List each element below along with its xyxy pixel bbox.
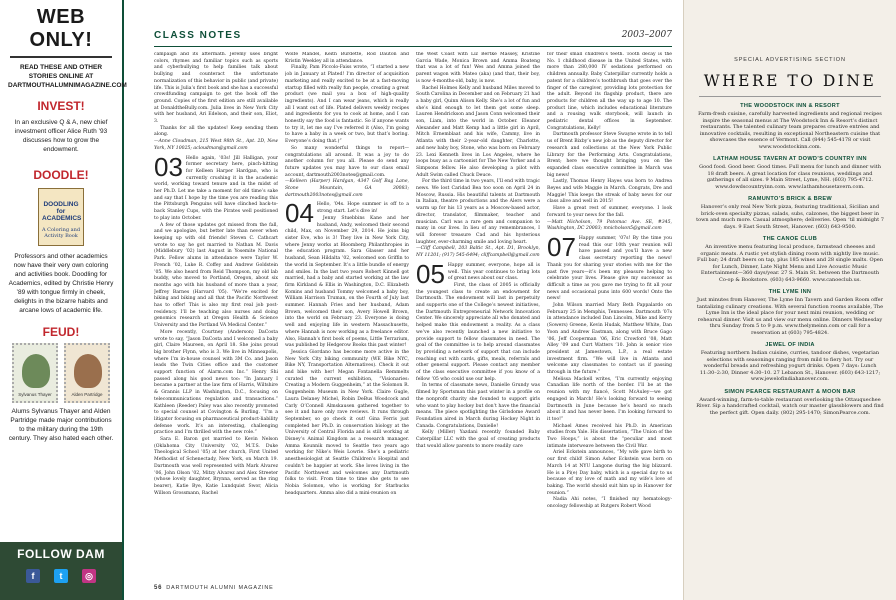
- page-number: 56: [154, 585, 163, 591]
- class-numeral-07: 07: [547, 231, 576, 262]
- magazine-name: DARTMOUTH ALUMNI MAGAZINE: [166, 585, 274, 591]
- class-numeral-04: 04: [285, 198, 314, 229]
- col4-paragraph: Ariel Eckstein announces, “My wife gave birth to our first child! Simon Asher Eckstein was born on March 14 at NYU Langone during the big blizzard. He is a Pi(e) Day baby, which is a special day to us because of my love of math and my wife’s love of baking. The world should suit him up in Hanover for reunion.”: [547, 450, 672, 496]
- notes-column-3: [416, 52, 540, 580]
- col1-paragraph: campaign and its aftermath. Jeremy uses bright colors, rhymes and familiar topics such as sports and cyberbullying to help families talk about bullying and counteract the unfortunate normalization of this behavior in public (and private) life. This is Julia’s first book and she has a successful crowdfunding campaign to get the book off the ground. Copies of the first edition are still available at DonaldtheBully.com. Julia lives in New York City with her husband, Ari Edelson, and their son, Eliot, 3.: [154, 52, 278, 125]
- col4-paragraph: for their small children’s teeth. Tooth decay is the No. 1 childhood disease in the United States, with more than 280,000 IV sedations performed on children annually. Baby Caterpillar currently holds a patent for a children’s toothbrush that goes over the finger of the caregiver, providing lots protection for the adult. Beyond its flagship product, there are products for children all the way up to age 10. The product line, which includes educational literature and a rousing walk storybook, will launch in pediatric dental offices in September. Congratulations, Kelly!: [547, 52, 672, 131]
- restaurant-entry[interactable]: [696, 236, 884, 283]
- col3-paragraph: First, the class of 2005 is officially the youngest class to create an endowment for Dartmouth. The endowment will last in perpetuity and supports one of the College’s newest initiatives, the Dartmouth Entrepreneurial Network Innovation Center. We sincerely appreciate all who donated and helped make this endowment a reality. As a class we’ve also recently launched a new initiative to provide support to fellow classmates in need. The goal of the committee is to help around classmates by providing a network of support that can include reaching out with cards, gifts, meals, referrals and other general support. Please contact any member of the class executive committee if you know of a fellow ’05 who could use our help.: [416, 282, 540, 382]
- col3-paragraph: Kelly (Miller) Yazdani recently founded Baby Caterpillar LLC with the goal of creating products that would allow parents to more readily care: [416, 430, 540, 449]
- restaurant-description: Good food. Good beer. Good times. Full menu for lunch and dinner with 18 draft beers. A great location for class reunions, weddings and gatherings of all sizes. 9 Main Street, Lyme, NH. (603) 795-4712. www.dowdscountryinn.com. www.lathamhousetavern.com.: [699, 164, 881, 190]
- twitter-icon[interactable]: t: [54, 569, 68, 583]
- col4-paragraph: Happy summer, ’07s! By the time you read this our 10th year reunion will have passed and you’ll have a new class secretary reporting the news! Thank you for sharing your stories with me for the past five years—it’s been my pleasure helping to celebrate your lives. Please give my successor as difficult a time as you gave me trying to fit all your news and occasional puns into 600 words! Onto the news!: [547, 235, 672, 302]
- feud-stamps[interactable]: [12, 343, 110, 403]
- restaurant-entry[interactable]: [696, 196, 884, 230]
- col3-signature: —Cliff Campbell, 203 Baltic St., Apt. D1, Brooklyn, NY 11201; (917) 545-6494; cliffcampbell@gmail.com: [416, 246, 540, 259]
- thayer-stamp-label: Sylvanus Thayer: [18, 392, 52, 397]
- doodling-book-cover[interactable]: [38, 188, 84, 246]
- col2-paragraph: Hello, ’04s. Hope summer is off to a strong start. Let’s dive in!: [316, 202, 409, 215]
- doodle-heading[interactable]: DOODLE!: [33, 168, 89, 182]
- restaurant-description: An inventive menu featuring local produce, farmstead cheeses and organic meats. A rustic yet stylish dining room with nightly live music. Full bar; 24 draft beers on tap, plus 185 wines and 28 single malts. Open for Lunch, Dinner, Late Night Menu and Live Acoustic Music Entertainment—360 days/year. 27 S. Main St. between the Dartmouth Co-op & Bookstore. (603) 643-9660. www.canoeclub.us.: [697, 244, 883, 283]
- col4-paragraph: Have a great rest of summer, everyone. I look forward to your news for the fall.: [547, 206, 672, 218]
- restaurant-name: RAMUNTO’S BRICK & BREW: [748, 196, 832, 202]
- where-to-dine-title: WHERE TO DINE: [703, 72, 877, 90]
- thayer-stamp: [12, 343, 58, 403]
- col1-paragraph: Hello again, ’03s! Jill Halligan, your former secretary here, pinch-hitting for Kelleen Harper Hardgan, who is currently crushing it in the academic world, working toward tenure and in the midst of her Ph.D. Let me take a moment for old time’s sake and say that I hope by the time you are reading this the Pittsburgh Penguins will have clinched back-to-back Stanley Cups, with the Pirates well positioned to play into October.: [154, 155, 278, 221]
- class-numeral-03: 03: [154, 151, 183, 182]
- partridge-stamp-label: Alden Partridge: [71, 392, 103, 397]
- col2-signature: —Kelleen (Harper) Hardgan, 4347 Golf Bag Lane, Stone Mountain, GA 30083; dartmouth2003notes@gmail.com: [285, 179, 409, 198]
- restaurant-name: JEWEL OF INDIA: [765, 342, 815, 348]
- restaurant-entry[interactable]: [696, 103, 884, 150]
- restaurant-list: [684, 97, 896, 416]
- follow-dam-bar: [0, 542, 122, 600]
- class-numeral-05: 05: [416, 258, 445, 289]
- restaurant-entry[interactable]: [696, 389, 884, 417]
- col2-paragraph: Finally, Pam Piccolo-Faiss wrote, “I started a new job in January at Plated! I’m director of acquisition marketing and really excited to be at a fast-moving startup filled with really fun people, creating a great product (we mail you a box of high-quality ingredients). And I can wear jeans, which is really all I want out of life. Plated delivers weekly recipes and ingredients for you to cook at home, and I can honestly say the food is fantastic. So if anyone wants to try it, let me say I’ve referred it (Also, I’m going to have a baby in a week or two, but that’s boring. Everyone’s doing that.)”: [285, 65, 409, 145]
- col2-paragraph: Jenny Stuebbins Kane and her husband, Andy, welcomed their second child, Max, on November 29, 2014. He joins big sister Eve, who is 3! They live in New York City, where Jenny works at Bloomberg Philanthropies in the education program. Sara Glasser and her husband, Sean Hildalta ’02, welcomed son Griffin to the world in September. It’s a little bundle of energy and smiles. In the last two years Robert Kinnell got married, had a baby and started working at the law firm Kirkland & Ellis in Washington, D.C. Elizabeth Komins and husband Tommy welcomed a baby boy, William Harrison Truman, on the Fourth of July last summer. Hannah Fries and her husband, Adam Brown, welcomed their son, Avery Howell Brown, into the world on February 23. Everyone is doing well and enjoying life in western Massachusetts, where Hannah is now working as a freelance editor. Also, Hannah’s first book of poems, Little Terrarium, was published by Hedgerow Books this past winter!: [285, 215, 409, 349]
- col4-paragraph: Nadia Ahi notes, “I finished my hematology-oncology fellowship at Rutgers Robert Wood: [547, 497, 672, 510]
- doodle-text: Professors and other academics now have their very own coloring and activities book. Doodling for Academics, edited by Christie Henry ’89 with tongue firmly in cheek, delights in the bizarre habits and arcane lows of academic life.: [8, 253, 114, 314]
- restaurant-description: Hanover’s only real New York pizza, featuring traditional, Sicilian and brick-oven specialty pizzas, salads, subs, calzones, the biggest beer in town and much more. Casual atmosphere; deliveries. Open ‘til midnight 7 days. 9 East South Street, Hanover. (603) 643-9500.: [696, 204, 884, 230]
- restaurant-description: Just minutes from Hanover, The Lyme Inn Tavern and Garden Room offer tantalizing culinary creations. With several function rooms available, The Lyme Inn is the ideal place for your next mini reunion, wedding or rehearsal dinner. Visit us and view our menu online. Dinners Wednesday thru Sunday from 5 to 9 p.m. www.thelymeinn.com or call for a reservation at (603) 795-4824.: [696, 297, 884, 336]
- restaurant-description: Featuring northern Indian cuisine, curries, tandoor dishes, vegetarian selections with seasonings ranging from mild to fiery hot. Try our wonderful breads and refreshing yogurt drinks. Open 7 days: Lunch 11:30–2:30, Dinner 4:30–10. 27 Lebanon St., Hanover. (603) 643-1217; www.jewelofindiahanover.com.: [699, 350, 881, 382]
- col2-paragraph: Jessica Giordano has become more active in the New York City biking community (WE Bike NYC, Bike NY, Transportation Alternatives). Check it out and bike with her! Megan Fontanella Remmelts curated the current exhibition, “Visionaries: Creating a Modern Guggenheim,” at the Solomon R. Guggenheim Museum in New York. Claire Gugle, Laura Delaney Michel, Robin DeBus Woodcock and Carly O’Connell Almskausen gathered together to see it and have only rave reviews. It runs through September, so go check it out! Gina Ferris just completed her Ph.D. in conservation biology at the University of Central Florida and is still working at Disney’s Animal Kingdom as a research manager. Amma Kounnik moved to Seattle two years ago working for Nike’s Weis Lowrie. She’s a pediatric anesthesiologist at Seattle Children’s Hospital and couldn’t be happier at work. She loves living in the Pacific Northwest and welcomes any Dartmouth folks to visit. From time to time she gets to see Nobia Solomon, who is working for Starbucks headquarters. Amma also did a mini-reunion on: [285, 349, 409, 496]
- restaurant-entry[interactable]: [696, 156, 884, 190]
- col1-paragraph: Sara E. Baron got married to Kevin Nelson (Oklahoma City University ’02, M.T.S. Duke Theological School ’05) at her church, First United Methodist of Schenectady, New York, on March 19. Dartmouth was well represented with Mark Alvarez ’06, John Olson ’02, Mitzy Alvarez and Alex Streeter (whose lovely daughter, Brynna, served as the ring bearer), Katie Bye, Katie Lundquist Swor, Alicia Willson Grossmann, Rachel: [154, 437, 278, 496]
- feud-text: Alums Sylvanus Thayer and Alden Partridge made major contributions to the military during the 19th century. They also hated each other.: [8, 408, 114, 442]
- col3-paragraph: Happy summer, everyone, hope all is well. This year continues to bring lots of great news about our class.: [447, 262, 540, 282]
- col4-paragraph: Lastly, Thomas Henry Hayes was born to Andrea Reyes and wife Maggie in March. Congrats, Dre and Maggie! This keeps the streak of baby news for our class alive and well in 2015!: [547, 179, 672, 205]
- col3-paragraph: Rachel Holmes Kelly and husband Miles moved to South Carolina in December and on February 21 had a baby girl, Quinn Alison Kelly. She’s a lot of fun and she’s kind enough to let them get some sleep. Lauren Hendrickson and Jason Conn welcomed their son, Liam, into the world in October. Eleanor Alexander and Matt Kemp had a little girl in April, Mitch Ernemblaat and his wife, Cammy, live in Atlanta with their 2-year-old daughter, Charlotte, and new baby boy, Stone, who was born on February 23. Lexi Kenneth lives in Los Angeles, where he loops busy as a cartoonist for The New Yorker and a Simpsons fellow. He also developing a pilot with Adult Swim called Chuck Deuce.: [416, 85, 540, 178]
- col4-paragraph: Michael Ames received his Ph.D. in American studies from Yale. His dissertation, “The Union of the Two Hoops,” is about the “peculiar and most intimate interweave between the Civil War.: [547, 423, 672, 449]
- col1-paragraph: A few of those updates got missed from the fall, and we apologize, but better late than never when keeping up with old friends! Steven C. Cathcart wrote to say he got married to Nathan M. Davis (Middlebury ’02) last August in Yosemite National Park. Fellow alums in attendance were Taylor W. French ’02, Luke R. Coffey and Andrew Goldstein ’05. We also heard from Reid Thompson, my old lab buddy, who moved to Portland, Oregon, about six months ago with his husband of more than a year, Jeffrey Barnes (Harvard ’05). “We’re excited for hiking and biking and all that the Pacific Northwest has to offer! This is also my first real job post-residency. I’ll be teaching also nurses and doing genomics research at Oregon Health & Science University and the Portland VA Medical Center.”: [154, 222, 278, 329]
- ad-section-kicker: SPECIAL ADVERTISING SECTION: [734, 57, 846, 63]
- section-title: CLASS NOTES: [154, 30, 242, 41]
- col4-signature: —Matt Nicholson, 79 Potomac Ave. SE, #345, Washington, DC 20003; mnicholson5@gmail.com: [547, 219, 672, 232]
- col1-paragraph: More recently, Courtney (Anderson) DaCosta wrote to say, “Jason DaCosta and I welcomed a baby girl, Claire Maureen, on April 18. She joins proud big brother Flynn, who is 3. We live in Minneapolis, where I’m in-house counsel with 3M Co. and Jason leads the Twin Cities office and the customer support function of Alarm.com Inc.” Henry Shi passed along his good news too: “In January I became a partner at the law firm of Harris, Wiltshire & Grannis LLP in Washington, D.C., focusing on telecommunications regulation and transactions.” Kathleen (Reeder) Paley was also recently promoted to special counsel at Covington & Burling. “I’m a litigator focusing on pharmaceutical product-liability defense work. It’s an interesting, challenging practice and I’m thrilled with the new role.”: [154, 329, 278, 436]
- facebook-icon[interactable]: f: [26, 569, 40, 583]
- page-footer: [154, 585, 274, 591]
- col4-paragraph: Melissa Mackell writes, “I’m currently enjoying Canadian life north of the border. I’ll be at the reunion with my fiancé, Scott McAuley—we got engaged in March! He’s looking forward to seeing Dartmouth in June because he’s heard so much about it and has never been. I’m looking forward to it too!”: [547, 376, 672, 422]
- col4-paragraph: John Wilson married Mary Beth Pappalardo on February 25 in Memphis, Tennessee. Dartmouth ’07s in attendance included Dan Lincolm, Mike and Kerry (Sowers) Greene, Kevin Hudak, Matthew White, Dan Yoon and Andrew Eastman, along with Bruce Gago ’06, Jeff Cooperman ’06, Eric Crowford ’08, Matt Alley ’09 and Curt Watters ’10. John is senior vice president at Jamestown, L.P., a real estate investment firm. “We will live in Atlanta and welcome any classmates to contact us if passing through in the future.”: [547, 303, 672, 376]
- restaurant-name: THE WOODSTOCK INN & RESORT: [740, 103, 840, 109]
- col4-paragraph: Dartmouth professor Steve Swayne wrote in to tell us of Brent Bixby’s new job as the deputy director for research and collections at the New York Public Library for the Performing Arts. Congratulations, Brent; here we thought bringing you on the expanded class executive committee in March was big news!: [547, 132, 672, 178]
- web-only-promo[interactable]: READ THESE AND OTHER STORIES ONLINE AT DARTMOUTHALUMNIMAGAZINE.COM: [8, 64, 127, 89]
- restaurant-name: LATHAM HOUSE TAVERN AT DOWD’S COUNTRY INN: [713, 156, 867, 162]
- restaurant-name: THE LYME INN: [768, 289, 812, 295]
- feud-heading[interactable]: FEUD!: [42, 325, 80, 339]
- follow-label: FOLLOW DAM: [17, 547, 105, 561]
- col1-signature: —Anne Cloudman, 215 West 98th St., Apt. 2D, New York, NY 10025; acloudman@gmail.com: [154, 139, 278, 151]
- instagram-icon[interactable]: ◎: [82, 569, 96, 583]
- col3-paragraph: In terms of classmate news, Danielle Grundy was filmed by Sportsman this past winter in a profile on the nonprofit charity she founded to support girls who want to play hockey but don’t have the financial means. The piece spotlighting the Girlsdome Award Foundation aired in March during Hockey Night in Canada. Congratulations, Danielle!: [416, 383, 540, 429]
- restaurant-name: THE CANOE CLUB: [762, 236, 818, 242]
- col2-paragraph: So many wonderful things to report—congratulations all around. It was a joy to do another column for you all. Please do send any future updates you may have to our class email account, dartmouth2003notes@gmail.com.: [285, 145, 409, 178]
- col3-paragraph: the West Coast with Liz Bertke Massey, Kristine Garcia Wade, Monica Brown and Amma Boateng that was a lot of fun! Wes and Amma joined the parent wagon with Mateo (aka) (and that, their boy, is now 4-months-old, baby, is now.: [416, 52, 540, 84]
- col1-paragraph: Thanks for all the updates! Keep sending them along.: [154, 125, 278, 138]
- web-only-sidebar: [0, 0, 127, 600]
- notes-column-1: [154, 52, 278, 580]
- class-notes-header: [154, 30, 672, 42]
- restaurant-entry[interactable]: [696, 342, 884, 383]
- header-rule: [154, 46, 672, 47]
- col2-paragraph: Wolfe Mandel, Keith Burdette, Rod Dauton and Kristin Weekley all in attendance.: [285, 52, 409, 64]
- restaurant-description: Award-winning, farm-to-table restaurant overlooking the Ottauquechee River. Sip a handcrafted cocktail, watch our master glassblowers and find the perfect gift. Open daily. (802) 295-1470; SimonPearce.com.: [696, 396, 884, 416]
- notes-column-4: [547, 52, 672, 580]
- restaurant-description: Farm-fresh cuisine, carefully harvested ingredients and regional recipes inspire the seasonal menus at The Woodstock Inn & Resort’s distinct restaurants. The talented culinary team prepares creative entrées and innovative cocktails, resulting in exceptional Northeastern cuisine that showcases the essence of Vermont. Call (844) 545-4178 or visit www.woodstockinn.com.: [698, 111, 882, 150]
- web-only-title: WEB ONLY!: [10, 6, 112, 58]
- partridge-stamp: [64, 343, 110, 403]
- restaurant-entry[interactable]: [696, 289, 884, 336]
- class-years: 2003–2007: [621, 30, 672, 40]
- invest-heading[interactable]: INVEST!: [37, 99, 85, 113]
- notes-column-2: [285, 52, 409, 580]
- book-title: DOODLING for ACADEMICS: [42, 201, 82, 222]
- invest-text: In an exclusive Q & A, new chief investment officer Alice Ruth ’93 discusses how to grow the endowment.: [14, 119, 108, 153]
- col3-paragraph: For the third time in two years, I’ll end with tragic news. We lost Caridad Bea too soon on April 24 in Moscow, Russia. His beautiful talents at Dartmouth in Italian, theatre productions and the Alers were a warm up for his 13 years as a Moscow-based actor, director, translator, filmmaker, teacher and musician. Carl was a rare gem and companion to many in our lives. In lieu of any remembrances, I will forever treasure Cad and his hysterious laughter, ever-charming smile and loving heart.: [416, 179, 540, 245]
- where-to-dine-panel: [683, 0, 896, 600]
- restaurant-name: SIMON PEARCE RESTAURANT & MOON BAR: [724, 388, 856, 395]
- book-subtitle: A Coloring and Activity Book: [41, 227, 81, 239]
